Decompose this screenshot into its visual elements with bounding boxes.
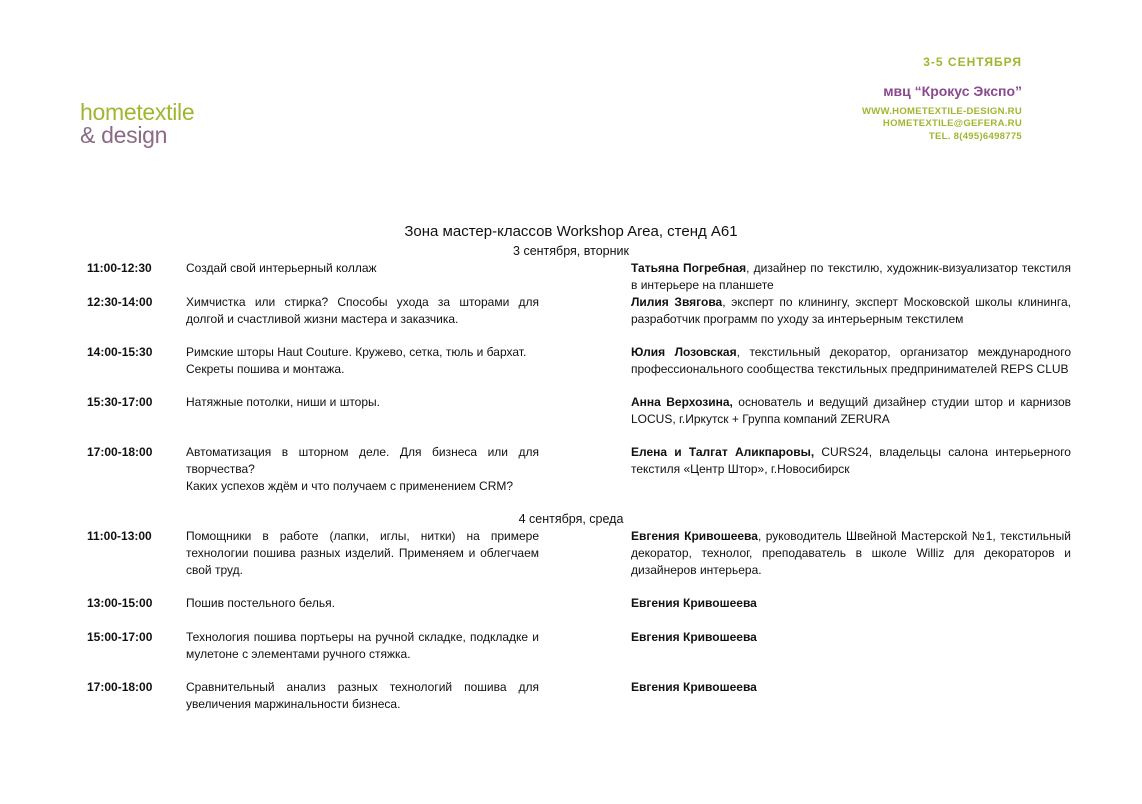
event-info bbox=[862, 55, 1022, 143]
speaker-desc: , эксперт по клинингу, эксперт Московской школы клининга, разработчик программ по уходу за интерьерным текстилем bbox=[631, 295, 1071, 326]
session-time: 11:00-13:00 bbox=[87, 529, 152, 543]
speaker-name: Евгения Кривошеева bbox=[631, 596, 757, 610]
speaker-name: Лилия Звягова bbox=[631, 295, 723, 309]
session-topic: Автоматизация в шторном деле. Для бизнеса или для творчества? Каких успехов ждём и что получаем с применением CRM? bbox=[186, 445, 539, 493]
page-title: Зона мастер-классов Workshop Area, стенд А61 bbox=[404, 223, 738, 240]
speaker-desc: основатель и ведущий дизайнер студии штор и карнизов LOCUS, г.Иркутск + Группа компаний ZERURA bbox=[631, 395, 1072, 426]
logo-line2: & design bbox=[80, 122, 168, 148]
logo-line1: hometextile bbox=[80, 99, 195, 125]
speaker-name: Юлия Лозовская bbox=[631, 345, 737, 359]
event-venue: мвц “Крокус Экспо” bbox=[883, 83, 1022, 99]
session-speaker bbox=[631, 294, 1071, 328]
session-topic: Пошив постельного белья. bbox=[186, 596, 335, 610]
speaker-name: Елена и Талгат Аликпаровы, bbox=[631, 445, 815, 459]
session-topic: Сравнительный анализ разных технологий пошива для увеличения маржинальности бизнеса. bbox=[186, 680, 539, 711]
session-speaker bbox=[631, 394, 1071, 428]
session-topic: Химчистка или стирка? Способы ухода за шторами для долгой и счастливой жизни мастера и заказчика. bbox=[186, 295, 539, 326]
session-time: 15:00-17:00 bbox=[87, 630, 153, 644]
session-time: 14:00-15:30 bbox=[87, 345, 153, 359]
day-heading: 3 сентября, вторник bbox=[513, 244, 629, 258]
speaker-desc: , текстильный декоратор, организатор международного профессионального сообщества текстильных предпринимателей REPS CLUB bbox=[631, 345, 1071, 376]
day-heading: 4 сентября, среда bbox=[518, 512, 624, 526]
session-topic: Помощники в работе (лапки, иглы, нитки) на примере технологии пошива разных изделий. Применяем и облегчаем свой труд. bbox=[186, 529, 539, 577]
session-time: 17:00-18:00 bbox=[87, 445, 153, 459]
session-speaker bbox=[631, 629, 1071, 646]
session-time: 11:00-12:30 bbox=[87, 261, 152, 275]
session-speaker bbox=[631, 344, 1071, 378]
session-time: 17:00-18:00 bbox=[87, 680, 153, 694]
session-topic: Римские шторы Haut Couture. Кружево, сетка, тюль и бархат. Секреты пошива и монтажа. bbox=[186, 345, 527, 376]
session-time: 13:00-15:00 bbox=[87, 596, 153, 610]
session-speaker bbox=[631, 679, 1071, 696]
speaker-name: Евгения Кривошеева bbox=[631, 680, 757, 694]
session-topic: Натяжные потолки, ниши и шторы. bbox=[186, 395, 380, 409]
session-speaker bbox=[631, 260, 1071, 294]
speaker-desc: CURS24, владельцы салона интерьерного текстиля «Центр Штор», г.Новосибирск bbox=[631, 445, 1071, 476]
session-topic: Технология пошива портьеры на ручной складке, подкладке и мулетоне с элементами ручного стяжка. bbox=[186, 630, 539, 661]
session-time: 15:30-17:00 bbox=[87, 395, 153, 409]
session-time: 12:30-14:00 bbox=[87, 295, 153, 309]
event-email[interactable]: HOMETEXTILE@GEFERA.RU bbox=[882, 118, 1022, 130]
speaker-desc: , дизайнер по текстилю, художник-визуализатор текстиля в интерьере на планшете bbox=[631, 261, 1071, 292]
speaker-name: Анна Верхозина, bbox=[631, 395, 733, 409]
speaker-name: Евгения Кривошеева bbox=[631, 529, 758, 543]
event-dates: 3-5 СЕНТЯБРЯ bbox=[923, 55, 1022, 69]
session-topic: Создай свой интерьерный коллаж bbox=[186, 261, 377, 275]
session-speaker bbox=[631, 528, 1071, 579]
session-speaker bbox=[631, 444, 1071, 478]
logo bbox=[80, 101, 194, 147]
speaker-desc: , руководитель Швейной Мастерской №1, текстильный декоратор, технолог, преподаватель в школе Williz для декораторов и дизайнеров интерьера. bbox=[631, 529, 1071, 577]
speaker-name: Татьяна Погребная bbox=[631, 261, 747, 275]
event-phone: TEL. 8(495)6498775 bbox=[928, 130, 1022, 142]
session-speaker bbox=[631, 595, 1071, 612]
event-website[interactable]: WWW.HOMETEXTILE-DESIGN.RU bbox=[861, 106, 1022, 117]
speaker-name: Евгения Кривошеева bbox=[631, 630, 757, 644]
